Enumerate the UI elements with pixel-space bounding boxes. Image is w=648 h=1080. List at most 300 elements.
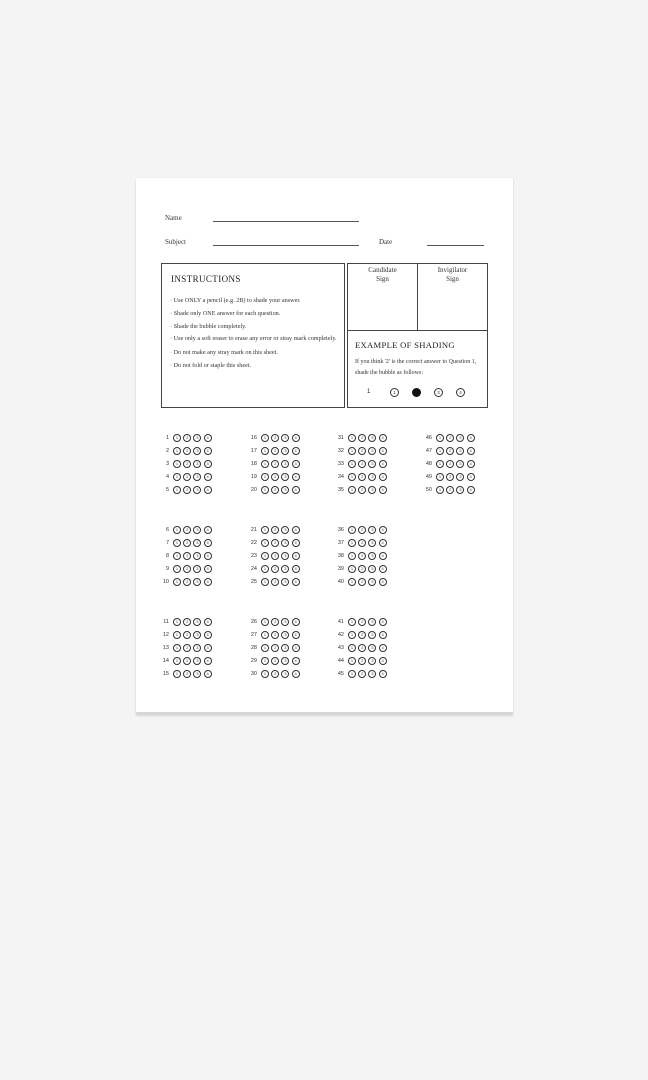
question-number: 45	[337, 671, 344, 677]
answer-bubble[interactable]: 2	[446, 473, 454, 481]
question-number: 28	[250, 645, 257, 651]
answer-bubble[interactable]: 1	[173, 552, 181, 560]
instruction-item: · Shade only ONE answer for each question.	[170, 310, 281, 317]
answer-bubble[interactable]: 1	[348, 486, 356, 494]
question-number: 8	[165, 553, 169, 559]
answer-bubble[interactable]: 1	[173, 486, 181, 494]
question-row	[162, 460, 232, 469]
answer-bubble[interactable]: 3	[368, 434, 376, 442]
question-number: 15	[162, 671, 169, 677]
answer-bubble[interactable]: 2	[271, 644, 279, 652]
answer-bubble[interactable]: 1	[173, 578, 181, 586]
answer-bubble[interactable]: 4	[204, 526, 212, 534]
answer-bubble[interactable]: 1	[348, 447, 356, 455]
question-row	[337, 631, 407, 640]
answer-bubble[interactable]: 4	[204, 657, 212, 665]
answer-bubble[interactable]: 1	[348, 644, 356, 652]
answer-bubble[interactable]: 4	[292, 670, 300, 678]
question-row	[162, 618, 232, 627]
question-row	[162, 631, 232, 640]
answer-bubble[interactable]: 2	[446, 460, 454, 468]
answer-bubble[interactable]: 2	[358, 473, 366, 481]
answer-bubble[interactable]: 3	[193, 473, 201, 481]
answer-bubble[interactable]: 3	[193, 618, 201, 626]
answer-bubble[interactable]: 4	[292, 644, 300, 652]
answer-bubble[interactable]: 1	[348, 434, 356, 442]
instruction-item: · Shade the bubble completely.	[170, 323, 247, 330]
answer-bubble[interactable]: 2	[271, 434, 279, 442]
answer-bubble[interactable]: 3	[281, 447, 289, 455]
answer-bubble[interactable]: 1	[261, 578, 269, 586]
question-number: 35	[337, 487, 344, 493]
answer-bubble[interactable]: 3	[368, 447, 376, 455]
answer-bubble[interactable]: 3	[368, 578, 376, 586]
answer-bubble[interactable]: 3	[368, 670, 376, 678]
question-number: 10	[162, 579, 169, 585]
answer-bubble[interactable]: 3	[281, 670, 289, 678]
answer-bubble[interactable]: 2	[183, 657, 191, 665]
answer-bubble[interactable]: 3	[193, 526, 201, 534]
question-row	[425, 460, 495, 469]
question-row	[337, 618, 407, 627]
question-row	[337, 473, 407, 482]
answer-bubble[interactable]: 1	[436, 473, 444, 481]
answer-bubble[interactable]: 1	[173, 473, 181, 481]
answer-bubble[interactable]: 3	[281, 526, 289, 534]
answer-bubble[interactable]: 3	[281, 657, 289, 665]
answer-bubble[interactable]: 1	[348, 631, 356, 639]
answer-bubble[interactable]: 4	[467, 473, 475, 481]
example-bubble-shaded: 2	[412, 388, 421, 397]
answer-bubble[interactable]: 4	[379, 670, 387, 678]
question-row	[250, 447, 320, 456]
question-number: 14	[162, 658, 169, 664]
question-number: 48	[425, 461, 432, 467]
answer-bubble[interactable]: 4	[204, 460, 212, 468]
candidate-sign-label: Candidate	[368, 266, 397, 274]
answer-bubble[interactable]: 2	[271, 631, 279, 639]
question-number: 33	[337, 461, 344, 467]
answer-bubble[interactable]: 2	[271, 473, 279, 481]
answer-bubble[interactable]: 1	[261, 486, 269, 494]
answer-bubble[interactable]: 4	[292, 539, 300, 547]
question-row	[337, 447, 407, 456]
answer-bubble[interactable]: 1	[261, 618, 269, 626]
answer-bubble[interactable]: 2	[183, 565, 191, 573]
question-row	[162, 657, 232, 666]
answer-bubble[interactable]: 4	[467, 434, 475, 442]
question-number: 17	[250, 448, 257, 454]
answer-bubble[interactable]: 1	[348, 526, 356, 534]
question-row	[337, 657, 407, 666]
question-row	[162, 565, 232, 574]
question-number: 16	[250, 435, 257, 441]
candidate-sign-sublabel: Sign	[376, 275, 389, 283]
answer-bubble[interactable]: 3	[193, 434, 201, 442]
answer-bubble[interactable]: 4	[467, 486, 475, 494]
answer-bubble[interactable]: 3	[368, 552, 376, 560]
answer-bubble[interactable]: 3	[193, 670, 201, 678]
answer-bubble[interactable]: 2	[271, 657, 279, 665]
question-row	[337, 644, 407, 653]
answer-bubble[interactable]: 3	[456, 434, 464, 442]
answer-bubble[interactable]: 1	[261, 473, 269, 481]
answer-bubble[interactable]: 4	[292, 565, 300, 573]
question-row	[337, 578, 407, 587]
answer-bubble[interactable]: 2	[183, 578, 191, 586]
example-question-number: 1	[367, 389, 371, 395]
answer-bubble[interactable]: 2	[271, 670, 279, 678]
answer-bubble[interactable]: 3	[281, 631, 289, 639]
question-row	[162, 578, 232, 587]
question-number: 7	[165, 540, 169, 546]
question-number: 50	[425, 487, 432, 493]
question-row	[250, 552, 320, 561]
answer-bubble[interactable]: 1	[348, 473, 356, 481]
question-row	[250, 578, 320, 587]
invigilator-sign-sublabel: Sign	[446, 275, 459, 283]
answer-bubble[interactable]: 2	[183, 434, 191, 442]
answer-bubble[interactable]: 4	[204, 644, 212, 652]
answer-bubble[interactable]: 3	[193, 539, 201, 547]
answer-bubble[interactable]: 4	[292, 552, 300, 560]
answer-bubble[interactable]: 3	[193, 460, 201, 468]
answer-bubble[interactable]: 3	[456, 473, 464, 481]
answer-bubble[interactable]: 4	[379, 644, 387, 652]
answer-bubble[interactable]: 2	[183, 644, 191, 652]
answer-bubble[interactable]: 1	[173, 526, 181, 534]
answer-bubble[interactable]: 2	[358, 460, 366, 468]
answer-bubble[interactable]: 4	[379, 460, 387, 468]
answer-bubble[interactable]: 2	[358, 670, 366, 678]
question-row	[337, 565, 407, 574]
answer-bubble[interactable]: 1	[348, 618, 356, 626]
answer-bubble[interactable]: 4	[204, 434, 212, 442]
question-row	[425, 434, 495, 443]
question-number: 31	[337, 435, 344, 441]
answer-bubble[interactable]: 4	[379, 434, 387, 442]
answer-bubble[interactable]: 2	[358, 447, 366, 455]
answer-bubble[interactable]: 3	[368, 460, 376, 468]
question-number: 36	[337, 527, 344, 533]
question-number: 49	[425, 474, 432, 480]
question-number: 38	[337, 553, 344, 559]
answer-bubble[interactable]: 3	[281, 434, 289, 442]
answer-bubble[interactable]: 2	[446, 486, 454, 494]
answer-bubble[interactable]: 1	[348, 657, 356, 665]
question-number: 25	[250, 579, 257, 585]
answer-bubble[interactable]: 2	[183, 670, 191, 678]
answer-bubble[interactable]: 3	[368, 539, 376, 547]
question-row	[250, 565, 320, 574]
question-number: 11	[163, 619, 169, 625]
answer-bubble[interactable]: 2	[358, 539, 366, 547]
answer-sheet	[136, 178, 513, 714]
answer-bubble[interactable]: 2	[271, 578, 279, 586]
answer-bubble[interactable]: 4	[292, 447, 300, 455]
answer-bubble[interactable]: 4	[379, 618, 387, 626]
question-row	[337, 526, 407, 535]
answer-bubble[interactable]: 1	[173, 657, 181, 665]
question-number: 5	[165, 487, 169, 493]
answer-bubble[interactable]: 3	[368, 486, 376, 494]
answer-bubble[interactable]: 1	[261, 460, 269, 468]
answer-bubble[interactable]: 4	[292, 434, 300, 442]
answer-bubble[interactable]: 2	[183, 552, 191, 560]
answer-bubble[interactable]: 4	[204, 552, 212, 560]
answer-bubble[interactable]: 3	[281, 486, 289, 494]
answer-bubble[interactable]: 1	[173, 670, 181, 678]
answer-bubble[interactable]: 1	[173, 565, 181, 573]
answer-bubble[interactable]: 2	[271, 447, 279, 455]
answer-bubble[interactable]: 4	[204, 539, 212, 547]
answer-bubble[interactable]: 1	[348, 460, 356, 468]
answer-bubble[interactable]: 1	[348, 670, 356, 678]
answer-bubble[interactable]: 2	[271, 618, 279, 626]
answer-bubble[interactable]: 4	[204, 670, 212, 678]
example-bubble: 3	[434, 388, 443, 397]
answer-bubble[interactable]: 2	[358, 618, 366, 626]
question-row	[250, 473, 320, 482]
answer-bubble[interactable]: 4	[204, 578, 212, 586]
question-row	[162, 526, 232, 535]
question-row	[337, 486, 407, 495]
question-row	[250, 618, 320, 627]
answer-bubble[interactable]: 2	[358, 578, 366, 586]
answer-bubble[interactable]: 1	[348, 552, 356, 560]
shading-example-title: EXAMPLE OF SHADING	[355, 340, 455, 350]
answer-bubble[interactable]: 2	[358, 434, 366, 442]
answer-bubble[interactable]: 3	[456, 486, 464, 494]
answer-bubble[interactable]: 1	[348, 539, 356, 547]
answer-bubble[interactable]: 2	[183, 526, 191, 534]
answer-bubble[interactable]: 3	[281, 473, 289, 481]
answer-bubble[interactable]: 4	[379, 631, 387, 639]
answer-bubble[interactable]: 2	[183, 460, 191, 468]
instruction-item: · Do not make any stray mark on this sheet.	[170, 348, 278, 356]
answer-bubble[interactable]: 1	[436, 434, 444, 442]
answer-bubble[interactable]: 1	[173, 434, 181, 442]
answer-bubble[interactable]: 3	[368, 473, 376, 481]
answer-bubble[interactable]: 3	[193, 565, 201, 573]
answer-bubble[interactable]: 2	[183, 539, 191, 547]
answer-bubble[interactable]: 1	[261, 447, 269, 455]
answer-bubble[interactable]: 3	[281, 578, 289, 586]
question-row	[337, 460, 407, 469]
question-number: 18	[250, 461, 257, 467]
answer-bubble[interactable]: 2	[271, 526, 279, 534]
question-row	[162, 539, 232, 548]
question-number: 22	[250, 540, 257, 546]
question-number: 39	[337, 566, 344, 572]
answer-bubble[interactable]: 1	[261, 631, 269, 639]
question-row	[162, 473, 232, 482]
answer-bubble[interactable]: 1	[436, 447, 444, 455]
example-bubble: 1	[390, 388, 399, 397]
answer-bubble[interactable]: 1	[261, 670, 269, 678]
answer-bubble[interactable]: 1	[261, 526, 269, 534]
answer-bubble[interactable]: 1	[261, 552, 269, 560]
question-row	[162, 670, 232, 679]
answer-bubble[interactable]: 2	[358, 644, 366, 652]
answer-bubble[interactable]: 3	[368, 526, 376, 534]
question-row	[162, 644, 232, 653]
answer-bubble[interactable]: 2	[271, 539, 279, 547]
answer-bubble[interactable]: 2	[183, 631, 191, 639]
instruction-item: · Use only a soft eraser to erase any error or stray mark completely.	[170, 335, 337, 342]
answer-bubble[interactable]: 1	[436, 460, 444, 468]
answer-bubble[interactable]: 3	[193, 657, 201, 665]
answer-bubble[interactable]: 1	[173, 644, 181, 652]
answer-bubble[interactable]: 4	[379, 552, 387, 560]
answer-bubble[interactable]: 2	[183, 486, 191, 494]
answer-bubble[interactable]: 2	[358, 486, 366, 494]
answer-bubble[interactable]: 4	[467, 460, 475, 468]
answer-bubble[interactable]: 4	[292, 618, 300, 626]
answer-bubble[interactable]: 4	[204, 473, 212, 481]
answer-bubble[interactable]: 2	[271, 552, 279, 560]
question-row	[337, 670, 407, 679]
answer-bubble[interactable]: 3	[281, 565, 289, 573]
question-row	[337, 552, 407, 561]
answer-bubble[interactable]: 3	[281, 539, 289, 547]
answer-bubble[interactable]: 2	[358, 552, 366, 560]
answer-bubble[interactable]: 4	[204, 631, 212, 639]
answer-bubble[interactable]: 4	[379, 447, 387, 455]
answer-bubble[interactable]: 3	[368, 565, 376, 573]
shading-example-text: If you think '2' is the correct answer to Question 1, shade the bubble as follows:	[355, 359, 477, 376]
answer-bubble[interactable]: 2	[271, 565, 279, 573]
answer-bubble[interactable]: 4	[292, 526, 300, 534]
answer-bubble[interactable]: 1	[261, 539, 269, 547]
answer-bubble[interactable]: 4	[292, 578, 300, 586]
answer-bubble[interactable]: 2	[358, 631, 366, 639]
answer-bubble[interactable]: 3	[193, 578, 201, 586]
answer-bubble[interactable]: 2	[358, 526, 366, 534]
question-number: 46	[425, 435, 432, 441]
answer-bubble[interactable]: 4	[379, 526, 387, 534]
answer-bubble[interactable]: 1	[261, 565, 269, 573]
answer-bubble[interactable]: 4	[292, 631, 300, 639]
answer-bubble[interactable]: 3	[193, 552, 201, 560]
answer-bubble[interactable]: 4	[204, 618, 212, 626]
question-row	[337, 539, 407, 548]
example-bubble: 4	[456, 388, 465, 397]
answer-bubble[interactable]: 2	[271, 486, 279, 494]
answer-bubble[interactable]: 4	[292, 460, 300, 468]
question-number: 43	[337, 645, 344, 651]
question-number: 23	[250, 553, 257, 559]
answer-bubble[interactable]: 4	[204, 486, 212, 494]
question-number: 21	[250, 527, 257, 533]
answer-bubble[interactable]: 3	[281, 644, 289, 652]
question-row	[425, 447, 495, 456]
answer-bubble[interactable]: 1	[436, 486, 444, 494]
answer-bubble[interactable]: 3	[193, 644, 201, 652]
answer-bubble[interactable]: 3	[456, 447, 464, 455]
answer-grid	[136, 178, 513, 712]
question-number: 24	[250, 566, 257, 572]
answer-bubble[interactable]: 3	[456, 460, 464, 468]
answer-bubble[interactable]: 2	[446, 434, 454, 442]
answer-bubble[interactable]: 4	[379, 657, 387, 665]
answer-bubble[interactable]: 2	[446, 447, 454, 455]
question-row	[250, 460, 320, 469]
answer-bubble[interactable]: 2	[183, 447, 191, 455]
answer-bubble[interactable]: 1	[348, 565, 356, 573]
question-row	[250, 670, 320, 679]
question-row	[250, 434, 320, 443]
answer-bubble[interactable]: 1	[261, 657, 269, 665]
answer-bubble[interactable]: 1	[261, 434, 269, 442]
answer-bubble[interactable]: 4	[204, 447, 212, 455]
question-number: 13	[162, 645, 169, 651]
name-label: Name	[165, 214, 182, 222]
answer-bubble[interactable]: 3	[368, 657, 376, 665]
answer-bubble[interactable]: 4	[379, 539, 387, 547]
question-row	[250, 539, 320, 548]
answer-bubble[interactable]: 3	[193, 447, 201, 455]
answer-bubble[interactable]: 4	[379, 486, 387, 494]
answer-bubble[interactable]: 1	[173, 539, 181, 547]
question-number: 27	[250, 632, 257, 638]
answer-bubble[interactable]: 1	[261, 644, 269, 652]
answer-bubble[interactable]: 3	[193, 486, 201, 494]
answer-bubble[interactable]: 3	[281, 460, 289, 468]
answer-bubble[interactable]: 1	[173, 631, 181, 639]
answer-bubble[interactable]: 3	[368, 618, 376, 626]
answer-bubble[interactable]: 3	[281, 618, 289, 626]
answer-bubble[interactable]: 1	[173, 460, 181, 468]
question-number: 9	[165, 566, 169, 572]
answer-bubble[interactable]: 1	[173, 618, 181, 626]
answer-bubble[interactable]: 3	[368, 631, 376, 639]
answer-bubble[interactable]: 4	[379, 578, 387, 586]
answer-bubble[interactable]: 1	[173, 447, 181, 455]
answer-bubble[interactable]: 3	[193, 631, 201, 639]
answer-bubble[interactable]: 4	[292, 486, 300, 494]
answer-bubble[interactable]: 2	[183, 473, 191, 481]
answer-bubble[interactable]: 3	[281, 552, 289, 560]
answer-bubble[interactable]: 2	[358, 565, 366, 573]
answer-bubble[interactable]: 4	[292, 473, 300, 481]
question-number: 6	[165, 527, 169, 533]
question-number: 26	[250, 619, 257, 625]
question-number: 4	[165, 474, 169, 480]
answer-bubble[interactable]: 4	[292, 657, 300, 665]
answer-bubble[interactable]: 2	[183, 618, 191, 626]
question-number: 1	[165, 435, 169, 441]
answer-bubble[interactable]: 2	[358, 657, 366, 665]
answer-bubble[interactable]: 4	[379, 565, 387, 573]
answer-bubble[interactable]: 4	[204, 565, 212, 573]
answer-bubble[interactable]: 1	[348, 578, 356, 586]
question-number: 44	[337, 658, 344, 664]
question-row	[162, 486, 232, 495]
question-number: 41	[337, 619, 344, 625]
answer-bubble[interactable]: 4	[467, 447, 475, 455]
question-row	[250, 486, 320, 495]
question-row	[425, 473, 495, 482]
question-row	[250, 644, 320, 653]
answer-bubble[interactable]: 3	[368, 644, 376, 652]
question-number: 2	[165, 448, 169, 454]
answer-bubble[interactable]: 2	[271, 460, 279, 468]
question-number: 12	[162, 632, 169, 638]
question-row	[250, 631, 320, 640]
answer-bubble[interactable]: 4	[379, 473, 387, 481]
question-number: 32	[337, 448, 344, 454]
